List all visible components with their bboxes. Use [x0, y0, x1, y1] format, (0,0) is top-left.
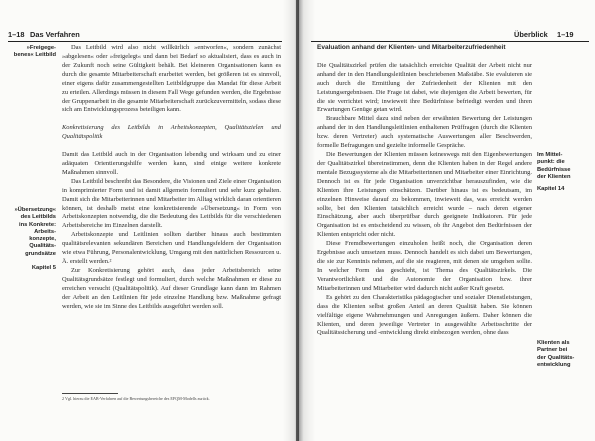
margin-note: »Übersetzung« des Leitbilds ins Konkrete: Arbeits- konzepte, Qualitäts- grundsätze — [14, 207, 56, 257]
right-body-text — [317, 44, 532, 338]
paragraph: Das Leitbild beschreibt das Besondere, die Visionen und Ziele einer Organisation in komprimierter Form und ist damit allgemein formuliert und sehr kurz gehalten. Damit sich die Mitarbeiterinnen und Mitarbeiter im Alltag wirklich daran orientieren können, ist deshalb meist eine konkretisierende »Übersetzung« in Form von Arbeitskonzepten notwendig, die die Bedeutung des Leitbilds für die verschiedenen Arbeitsbereiche im Einzelnen darstellt. — [62, 177, 281, 230]
paragraph: Das Leitbild wird also nicht willkürlich »entworfen«, sondern zunächst »abgelesen« oder »freigelegt« und dann bei Bedarf so aktualisiert, dass es auch in der Zukunft noch seine Gültigkeit behält. Bei kleineren Organisationen kann es durch die gesamte Mitarbeiterschaft erarbeitet werden, bei größeren ist es sinnvoll, einer eigens dafür zusammengestellten Leitbildgruppe das Mandat für diese Arbeit zu erteilen. Allerdings müssen in diesem Fall Wege gefunden werden, die Ergebnisse der Gruppenarbeit in die gesamte Mitarbeiterschaft zurückzuvermitteln, sodass diese sich am Entwicklungsprozess beteiligen kann. — [62, 44, 281, 114]
paragraph: Die Qualitätszirkel prüfen die tatsächlich erreichte Qualität der Arbeit nicht nur anhand der in den Handlungsleitlinien beschriebenen Maßstäbe. Sie evaluieren sie auch durch die Ermittlung der Zufriedenheit der Klienten mit den Leistungsergebnissen. Die Frage ist dabei, wie diejenigen die Arbeit bewerten, für die sie verrichtet wird; inwieweit ihre Bedürfnisse befriedigt werden und ihren Erwartungen Genüge getan wird. — [317, 61, 532, 114]
paragraph: Es gehört zu den Charakteristika pädagogischer und sozialer Dienstleistungen, dass die Klienten selbst großen Anteil an deren Qualität haben. Sie können vielfältige eigene Wahrnehmungen und Anregungen äußern. Daher können die Klienten, und deren jeweilige Vertreter in ausgewählte Arbeitsschritte der Qualitätssicherung und -entwicklung direkt einbezogen werden, ohne dass — [317, 293, 532, 337]
margin-note: Kapitel 5 — [31, 265, 56, 271]
footnote: 2 Vgl. hierzu die EAB-Verfahren auf die Bewertungsbereiche des EFQM-Modells zurück. — [62, 396, 210, 401]
footnote-rule — [62, 393, 118, 394]
paragraph: Diese Fremdbewertungen einzuholen heißt noch, die Organisation deren Ergebnisse auch umsetzen muss. Dennoch handelt es sich dabei um Bewertungen, die sie zur Kenntnis nehmen, auf die sie reagieren, mit denen sie umgehen sollte. In welcher Form das geschieht, ist Thema des Qualitätszirkels. Die Verantwortlichkeit und die Autonomie der Organisation bzw. ihrer Mitarbeiterinnen und Mitarbeiter wird dadurch nicht außer Kraft gesetzt. — [317, 240, 532, 292]
paragraph: Zur Konkretisierung gehört auch, dass jeder Arbeitsbereich seine Qualitätsgrundsätze festlegt und formuliert, durch welche Maßnahmen er diese zu erreichen versucht (Qualitätspolitik). Auf dieser Grundlage kann dann im Rahmen der Arbeit an den Leitlinien für jede einzelne Handlung bzw. Maßnahme gefragt werden, wie sie im Sinne des Leitbilds ausgeführt werden soll. — [62, 266, 281, 310]
header-rule — [311, 41, 589, 42]
section-heading: Evaluation anhand der Klienten- und Mitarbeiterzufriedenheit — [317, 44, 506, 51]
left-running-header: Das Verfahren — [30, 30, 80, 39]
paragraph: Arbeitskonzepte und Leitlinien sollten darüber hinaus auch bestimmten qualitätsrelevanten sekundären Bereichen und Handlungsfeldern der Organisation wie etwa Führung, Personalentwicklung, Umgang mit den natürlichen Ressourcen u. Ä. erstellt werden.² — [62, 231, 281, 266]
margin-note: Im Mittel- punkt: die Bedürfnisse der Klienten — [537, 152, 571, 180]
margin-note: Klienten als Partner bei der Qualitäts- entwicklung — [537, 340, 575, 368]
paragraph: Damit das Leitbild auch in der Organisation lebendig und wirksam und zu einer adäquaten Orientierungshilfe werden kann, sind einige weitere konkrete Maßnahmen sinnvoll. — [62, 151, 281, 176]
left-page-number: 1–18 — [8, 30, 25, 39]
margin-note: Kapitel 14 — [537, 186, 565, 192]
right-running-header: Überblick — [514, 30, 548, 39]
margin-note: »Freigege- benes« Leitbild — [13, 45, 56, 59]
left-page — [0, 0, 296, 441]
left-body-text — [62, 44, 281, 312]
header-rule — [8, 41, 282, 42]
paragraph: Brauchbare Mittel dazu sind neben der erwähnten Bewertung der Leistungen anhand der in den Handlungsleitlinien enthaltenen Prüffragen (durch die Klienten bzw. deren Vertreter) auch systematische Auswertungen aller Beschwerden, formelle Befragungen und gezielte informelle Gespräche. — [317, 115, 532, 150]
right-page-number: 1–19 — [557, 30, 574, 39]
section-heading: Konkretisierung des Leitbilds in Arbeitskonzepten, Qualitätszielen und Qualitätspolitik — [62, 124, 281, 141]
right-page — [299, 0, 595, 441]
paragraph: Die Bewertungen der Klienten müssen keineswegs mit den Eigenbewertungen der Qualitätszirkel übereinstimmen, denn die Klienten haben in der Regel andere mentale Bezugssysteme als die Mitarbeiterinnen und Mitarbeiter einer Einrichtung. Dennoch ist es für jede Organisation unverzichtbar herauszufinden, wie die Klienten ihre Leistungen einschätzen. Darüber hinaus ist es bedeutsam, im einzelnen Hinweise darauf zu bekommen, inwieweit das, was erreicht werden sollte, bei den Klienten tatsächlich erreicht wurde – nach deren eigener Einschätzung, aber auch überprüfbar durch geeignete Indikatoren. Für jede Organisation ist es entscheidend zu wissen, ob ihr Angebot den Bedürfnissen der Klienten entspricht oder nicht. — [317, 151, 532, 239]
